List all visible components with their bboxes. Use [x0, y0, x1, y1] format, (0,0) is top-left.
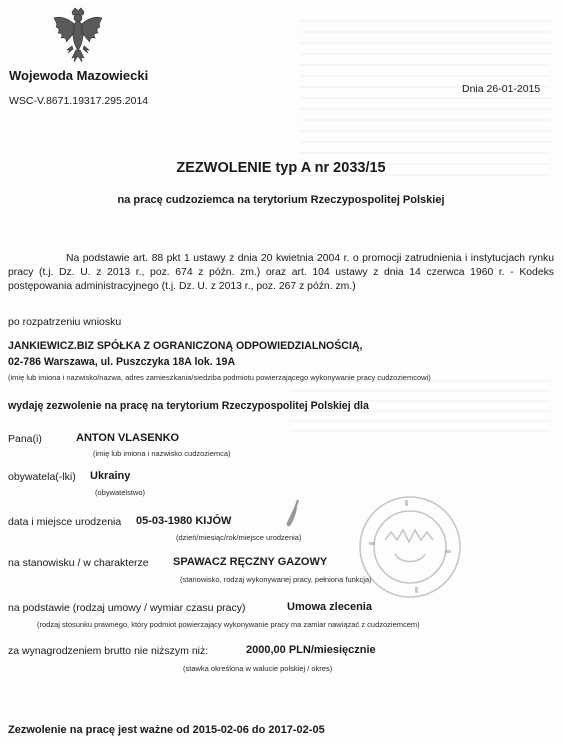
- salary-label: za wynagrodzeniem brutto nie niższym niż:: [8, 645, 209, 657]
- birth-value: 05-03-1980 KIJÓW: [136, 515, 232, 527]
- round-official-stamp-icon: [355, 492, 465, 602]
- person-caption: (imię lub imiona i nazwisko cudzoziemca): [93, 449, 231, 458]
- document-subtitle: na pracę cudzoziemca na terytorium Rzeczypospolitej Polskiej: [117, 194, 445, 206]
- issue-date: Dnia 26-01-2015: [462, 83, 541, 95]
- position-value: SPAWACZ RĘCZNY GAZOWY: [173, 556, 328, 568]
- signature-mark-icon: [268, 495, 318, 535]
- birth-label: data i miejsce urodzenia: [8, 516, 122, 528]
- reference-number: WSC-V.8671.19317.295.2014: [9, 95, 149, 107]
- citizenship-caption: (obywatelstwo): [95, 488, 146, 497]
- legal-basis-paragraph: [8, 252, 554, 294]
- show-through-texture: [300, 20, 550, 180]
- citizenship-label: obywatela(-lki): [8, 471, 76, 483]
- polish-eagle-emblem-icon: [50, 6, 106, 66]
- employer-caption: (imię lub imiona i nazwisko/nazwa, adres zamieszkania/siedziba podmiotu powierzającego wykonywanie pracy cudzoziemcowi): [8, 373, 431, 382]
- issuer-name: Wojewoda Mazowiecki: [9, 68, 149, 83]
- legal-basis-text: Na podstawie art. 88 pkt 1 ustawy z dnia 20 kwietnia 2004 r. o promocji zatrudnienia i instytucjach rynku pracy (t.j. Dz. U. z 2013 r., poz. 674 z późn. zm.) oraz art. 104 ustawy z dnia 14 czerwca 1960 r. - Kodeks postępowania administracyjnego (t.j. Dz. U. z 2013 r., poz. 267 z późn. zm.): [8, 253, 554, 292]
- after-review-line: po rozpatrzeniu wniosku: [8, 316, 122, 328]
- citizenship-value: Ukrainy: [90, 470, 131, 482]
- document-title: ZEZWOLENIE typ A nr 2033/15: [176, 160, 386, 176]
- grant-line: wydaję zezwolenie na pracę na terytorium Rzeczypospolitej Polskiej dla: [8, 400, 369, 412]
- contract-caption: (rodzaj stosunku prawnego, który podmiot powierzający wykonywanie pracy ma zamiar nawiązać z cudzoziemcem): [37, 620, 420, 629]
- contract-label: na podstawie (rodzaj umowy / wymiar czasu pracy): [8, 602, 246, 614]
- contract-value: Umowa zlecenia: [287, 601, 372, 613]
- position-caption: (stanowisko, rodzaj wykonywanej pracy, pełniona funkcja): [180, 575, 372, 584]
- salary-caption: (stawka określona w walucie polskiej / okres): [183, 664, 333, 673]
- position-label: na stanowisku / w charakterze: [8, 557, 149, 569]
- birth-caption: (dzień/miesiąc/rok/miejsce urodzenia): [176, 533, 302, 542]
- employer-name: JANKIEWICZ.BIZ SPÓŁKA Z OGRANICZONĄ ODPOWIEDZIALNOŚCIĄ,: [8, 340, 363, 352]
- validity-line: Zezwolenie na pracę jest ważne od 2015-02-06 do 2017-02-05: [8, 724, 325, 736]
- salary-value: 2000,00 PLN/miesięcznie: [246, 644, 376, 656]
- person-label: Pana(i): [8, 433, 42, 445]
- employer-address: 02-786 Warszawa, ul. Puszczyka 18A lok. 19A: [8, 356, 236, 368]
- person-value: ANTON VLASENKO: [76, 432, 180, 444]
